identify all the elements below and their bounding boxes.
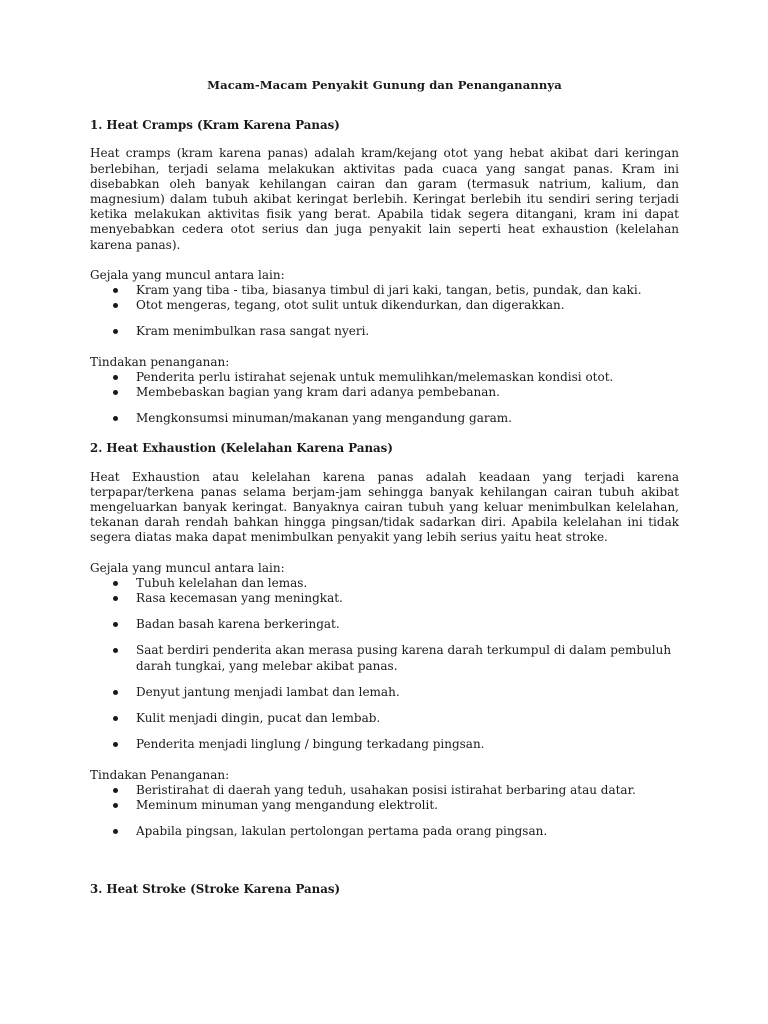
symptoms-list <box>90 283 679 340</box>
bullet-icon <box>113 690 118 695</box>
list-item: Denyut jantung menjadi lambat dan lemah. <box>90 685 679 700</box>
document-page <box>90 78 679 898</box>
section-heading-heat-cramps: 1. Heat Cramps (Kram Karena Panas) <box>90 118 340 133</box>
treatment-list <box>90 783 679 840</box>
list-item: Meminum minuman yang mengandung elektrolit. <box>90 798 679 813</box>
list-item: Saat berdiri penderita akan merasa pusing karena darah terkumpul di dalam pembuluh darah tungkai, yang melebar akibat panas. <box>90 643 679 673</box>
treatment-label: Tindakan penanganan: <box>90 354 230 369</box>
list-item: Kram menimbulkan rasa sangat nyeri. <box>90 324 679 339</box>
bullet-icon <box>113 596 118 601</box>
list-item: Otot mengeras, tegang, otot sulit untuk dikendurkan, dan digerakkan. <box>90 298 679 313</box>
bullet-icon <box>113 803 118 808</box>
bullet-icon <box>113 329 118 334</box>
list-item: Kulit menjadi dingin, pucat dan lembab. <box>90 711 679 726</box>
document-title: Macam-Macam Penyakit Gunung dan Penanganannya <box>207 78 562 92</box>
list-item: Penderita menjadi linglung / bingung terkadang pingsan. <box>90 737 679 752</box>
treatment-label: Tindakan Penanganan: <box>90 767 230 782</box>
section-heading-heat-exhaustion: 2. Heat Exhaustion (Kelelahan Karena Panas) <box>90 441 393 456</box>
list-item: Rasa kecemasan yang meningkat. <box>90 591 679 606</box>
list-item: Badan basah karena berkeringat. <box>90 617 679 632</box>
bullet-icon <box>113 303 118 308</box>
bullet-icon <box>113 788 118 793</box>
bullet-icon <box>113 581 118 586</box>
bullet-icon <box>113 829 118 834</box>
bullet-icon <box>113 742 118 747</box>
list-item: Beristirahat di daerah yang teduh, usahakan posisi istirahat berbaring atau datar. <box>90 783 679 798</box>
bullet-icon <box>113 648 118 653</box>
list-item: Tubuh kelelahan dan lemas. <box>90 576 679 591</box>
bullet-icon <box>113 622 118 627</box>
symptoms-label: Gejala yang muncul antara lain: <box>90 560 285 575</box>
bullet-icon <box>113 416 118 421</box>
section-heading-heat-stroke: 3. Heat Stroke (Stroke Karena Panas) <box>90 882 341 897</box>
section-paragraph-heat-exhaustion: Heat Exhaustion atau kelelahan karena panas adalah keadaan yang terjadi karena terpapar/terkena panas selama berjam-jam sehingga banyak kehilangan cairan tubuh akibat mengeluarkan banyak keringat. Banyaknya cairan tubuh yang keluar menimbulkan kelelahan, tekanan darah rendah bahkan hingga pingsan/tidak sadarkan diri. Apabila kelelahan ini tidak segera diatas maka dapat menimbulkan penyakit yang lebih serius yaitu heat stroke. <box>90 469 679 545</box>
bullet-icon <box>113 288 118 293</box>
treatment-list <box>90 370 679 427</box>
list-item: Apabila pingsan, lakulan pertolongan pertama pada orang pingsan. <box>90 824 679 839</box>
list-item: Mengkonsumsi minuman/makanan yang mengandung garam. <box>90 411 679 426</box>
section-paragraph-heat-cramps: Heat cramps (kram karena panas) adalah kram/kejang otot yang hebat akibat dari keringan berlebihan, terjadi selama melakukan aktivitas pada cuaca yang sangat panas. Kram ini disebabkan oleh banyak kehilangan cairan dan garam (termasuk natrium, kalium, dan magnesium) dalam tubuh akibat keringat berlebih. Keringat berlebih itu sendiri sering terjadi ketika melakukan aktivitas fisik yang berat. Apabila tidak segera ditangani, kram ini dapat menyebabkan cedera otot serius dan juga penyakit lain seperti heat exhaustion (kelelahan karena panas). <box>90 146 679 252</box>
bullet-icon <box>113 716 118 721</box>
bullet-icon <box>113 375 118 380</box>
list-item: Membebaskan bagian yang kram dari adanya pembebanan. <box>90 385 679 400</box>
symptoms-list <box>90 576 679 753</box>
bullet-icon <box>113 390 118 395</box>
list-item: Penderita perlu istirahat sejenak untuk memulihkan/melemaskan kondisi otot. <box>90 370 679 385</box>
list-item: Kram yang tiba - tiba, biasanya timbul di jari kaki, tangan, betis, pundak, dan kaki. <box>90 283 679 298</box>
symptoms-label: Gejala yang muncul antara lain: <box>90 267 285 282</box>
